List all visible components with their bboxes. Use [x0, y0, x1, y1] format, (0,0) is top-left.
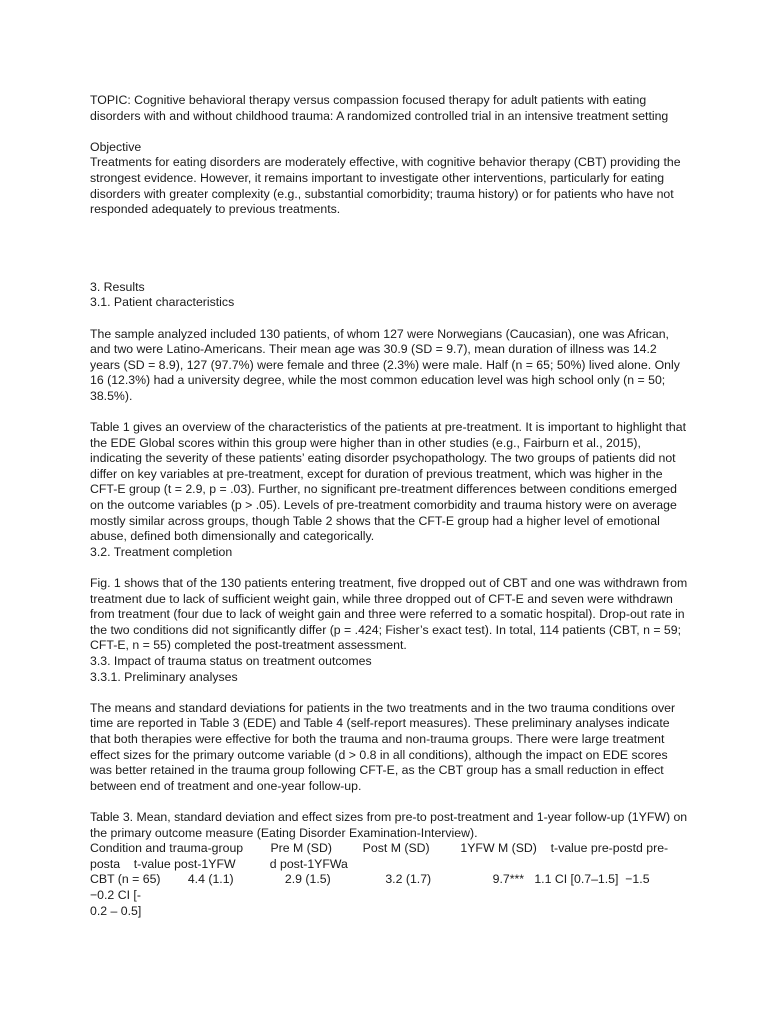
treatment-completion-paragraph: Fig. 1 shows that of the 130 patients entering treatment, five dropped out of CBT and one was withdrawn from treatment due to lack of sufficient weight gain, while three dropped out of CFT-E and seven were withdrawn from treatment (four due to lack of weight gain and three were referred to a somatic hospital). Drop-out rate in the two conditions did not significantly differ (p = .424; Fisher’s exact test). In total, 114 patients (CBT, n = 59; CFT-E, n = 55) completed the post-treatment assessment.: [90, 576, 691, 653]
treatment-completion-heading: 3.2. Treatment completion: [90, 544, 233, 559]
topic-text: TOPIC: Cognitive behavioral therapy versus compassion focused therapy for adult patients with eating disorders with and without childhood trauma: A randomized controlled trial in an intensive treatment setting: [90, 93, 669, 123]
results-heading: 3. Results: [90, 279, 145, 294]
table-row-line-1: CBT (n = 65) 4.4 (1.1) 2.9 (1.5) 3.2 (1.7) 9.7*** 1.1 CI [0.7–1.5] −1.5 −0.2 CI [-: [90, 872, 667, 902]
patient-paragraph-2: Table 1 gives an overview of the characteristics of the patients at pre-treatment. It is important to highlight that the EDE Global scores within this group were higher than in other studies (e.g., Fairburn et al., 2015), indicating the severity of these patients’ eating disorder psychopathology. The two groups of patients did not differ on key variables at pre-treatment, except for duration of previous treatment, which was higher in the CFT-E group (t = 2.9, p = .03). Further, no significant pre-treatment differences between conditions emerged on the outcome variables (p > .05). Levels of pre-treatment comorbidity and trauma history were on average mostly similar across groups, though Table 2 shows that the CFT-E group had a higher level of emotional abuse, defined both dimensionally and categorically.: [90, 420, 690, 544]
preliminary-analyses-heading: 3.3.1. Preliminary analyses: [90, 669, 238, 684]
patient-characteristics-heading: 3.1. Patient characteristics: [90, 295, 235, 310]
table-header-line-1: Condition and trauma-group Pre M (SD) Post M (SD) 1YFW M (SD) t-value pre-postd pre-: [90, 841, 669, 856]
document-page: [90, 93, 690, 919]
table-header-line-2: posta t-value post-1YFW d post-1YFWa: [90, 856, 348, 871]
patient-paragraph-1: The sample analyzed included 130 patients, of whom 127 were Norwegians (Caucasian), one was African, and two were Latino-Americans. Their mean age was 30.9 (SD = 9.7), mean duration of illness was 14.2 years (SD = 8.9), 127 (97.7%) were female and three (2.3%) were male. Half (n = 65; 50%) lived alone. Only 16 (12.3%) had a university degree, while the most common education level was high school only (n = 50; 38.5%).: [90, 326, 684, 403]
preliminary-analyses-paragraph: The means and standard deviations for patients in the two treatments and in the two trauma conditions over time are reported in Table 3 (EDE) and Table 4 (self-report measures). These preliminary analyses indicate that both therapies were effective for both the trauma and non-trauma groups. There were large treatment effect sizes for the primary outcome variable (d > 0.8 in all conditions), although the impact on EDE scores was better retained in the trauma group following CFT-E, as the CBT group has a small reduction in effect between end of treatment and one-year follow-up.: [90, 700, 679, 793]
table-caption: Table 3. Mean, standard deviation and effect sizes from pre-to post-treatment and 1-year follow-up (1YFW) on the primary outcome measure (Eating Disorder Examination-Interview).: [90, 809, 691, 840]
table-row-line-2: 0.2 – 0.5]: [90, 903, 142, 918]
impact-heading: 3.3. Impact of trauma status on treatment outcomes: [90, 654, 372, 668]
objective-paragraph: Treatments for eating disorders are moderately effective, with cognitive behavior therapy (CBT) providing the strongest evidence. However, it remains important to investigate other interventions, particularly for eating disorders with greater complexity (e.g., substantial comorbidity; trauma history) or for patients who have not responded adequately to previous treatments.: [90, 155, 684, 217]
objective-heading: Objective: [90, 139, 142, 154]
